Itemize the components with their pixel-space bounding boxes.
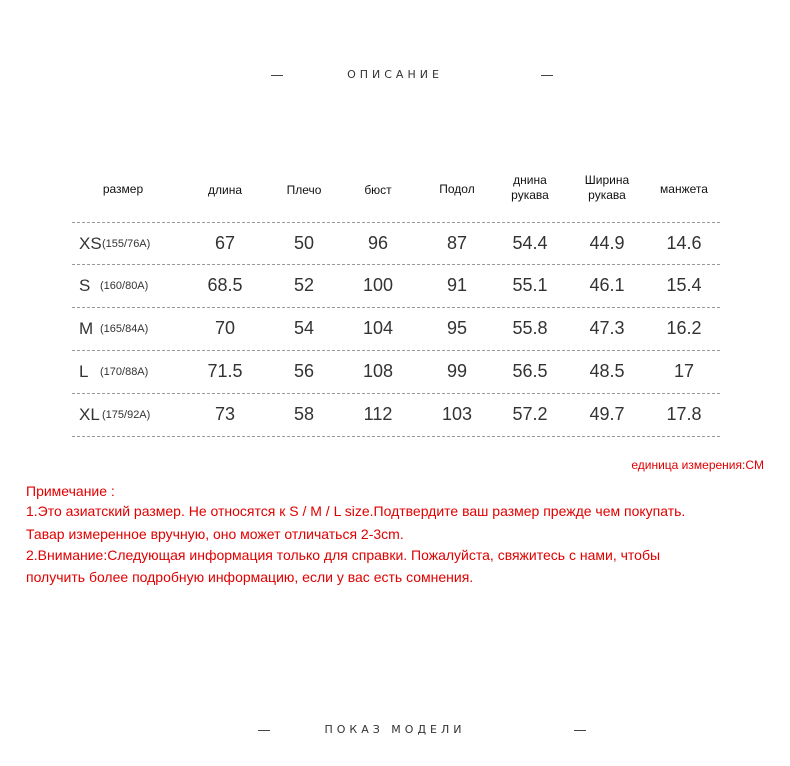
- cell-sleeve-length: 54.4: [512, 233, 548, 253]
- cell-hem: 95: [446, 318, 468, 338]
- title-dash-right: [541, 75, 553, 76]
- cell-sleeve-length: 55.8: [512, 318, 548, 338]
- unit-label: единица измерения:CM: [631, 458, 764, 472]
- size-label: XL: [79, 405, 100, 424]
- column-header-cuff: [644, 182, 724, 197]
- cell-cuff: 15.4: [666, 275, 702, 295]
- size-label: XS: [79, 234, 102, 253]
- cell-length: 68.5: [207, 275, 243, 295]
- table-row: [72, 350, 720, 393]
- note-line-4: получить более подробную информацию, если у вас есть сомнения.: [26, 569, 474, 585]
- footer-dash-right: [574, 730, 586, 731]
- note-line-2: Тавар измеренное вручную, оно может отличаться 2-3cm.: [26, 526, 404, 542]
- cell-hem: 87: [446, 233, 468, 253]
- cell-sleeve-length: 55.1: [512, 275, 548, 295]
- cell-length: 73: [214, 404, 236, 424]
- cell-hem: 99: [446, 361, 468, 381]
- cell-shoulder: 54: [293, 318, 315, 338]
- cell-sleeve-width: 47.3: [589, 318, 625, 338]
- note-title: Примечание :: [26, 483, 115, 499]
- note-line-1: 1.Это азиатский размер. Не относятся к S / M / L size.Подтвердите ваш размер прежде чем покупать.: [26, 503, 686, 519]
- size-label: M: [79, 319, 94, 338]
- size-label: S: [79, 276, 91, 295]
- cell-shoulder: 56: [293, 361, 315, 381]
- column-header-hem: [417, 182, 497, 197]
- cell-bust: 96: [367, 233, 389, 253]
- cell-shoulder: 50: [293, 233, 315, 253]
- cell-bust: 108: [362, 361, 394, 381]
- column-header-text: манжета: [660, 182, 708, 196]
- cell-length: 67: [214, 233, 236, 253]
- cell-length: 71.5: [207, 361, 243, 381]
- cell-shoulder: 52: [293, 275, 315, 295]
- table-row: [72, 222, 720, 265]
- size-code: (175/92A): [102, 409, 151, 421]
- table-row: [72, 393, 720, 436]
- column-header-text: размер: [102, 182, 144, 196]
- column-header-shoulder: [264, 183, 344, 198]
- size-code: (155/76A): [102, 238, 151, 250]
- column-header-sleeve-length: [490, 173, 570, 203]
- size-code: (165/84A): [100, 323, 149, 335]
- column-header-text: Ширина: [584, 173, 630, 187]
- cell-hem: 103: [441, 404, 473, 424]
- note-line-3: 2.Внимание:Следующая информация только для справки. Пожалуйста, свяжитесь с нами, чтобы: [26, 547, 661, 563]
- cell-sleeve-length: 56.5: [512, 361, 548, 381]
- row-divider: [72, 436, 720, 437]
- cell-sleeve-length: 57.2: [512, 404, 548, 424]
- cell-bust: 100: [362, 275, 394, 295]
- size-code: (170/88A): [100, 366, 149, 378]
- table-row: [72, 307, 720, 350]
- cell-cuff: 17.8: [666, 404, 702, 424]
- cell-shoulder: 58: [293, 404, 315, 424]
- cell-sleeve-width: 46.1: [589, 275, 625, 295]
- cell-bust: 112: [363, 404, 393, 424]
- column-header-sleeve-width: [567, 173, 647, 203]
- size-label: L: [79, 362, 89, 381]
- column-header-text: рукава: [511, 188, 549, 202]
- cell-sleeve-width: 48.5: [589, 361, 625, 381]
- size-code: (160/80A): [100, 280, 149, 292]
- column-header-size: [83, 182, 163, 197]
- cell-sleeve-width: 49.7: [589, 404, 625, 424]
- column-header-bust: [338, 183, 418, 198]
- column-header-text: днина: [513, 173, 547, 187]
- column-header-text: длина: [207, 183, 242, 197]
- column-header-length: [185, 183, 265, 198]
- column-header-text: Подол: [439, 182, 475, 196]
- column-header-text: бюст: [364, 183, 392, 197]
- section-title-model-show: ПОКАЗ МОДЕЛИ: [324, 723, 466, 736]
- cell-cuff: 17: [673, 361, 695, 381]
- cell-length: 70: [214, 318, 236, 338]
- cell-bust: 104: [362, 318, 394, 338]
- table-row: [72, 264, 720, 307]
- column-header-text: Плечо: [286, 183, 322, 197]
- column-header-text: рукава: [588, 188, 626, 202]
- cell-cuff: 14.6: [666, 233, 702, 253]
- cell-hem: 91: [446, 275, 468, 295]
- cell-sleeve-width: 44.9: [589, 233, 625, 253]
- cell-cuff: 16.2: [666, 318, 702, 338]
- section-title-description: ОПИСАНИЕ: [347, 68, 443, 81]
